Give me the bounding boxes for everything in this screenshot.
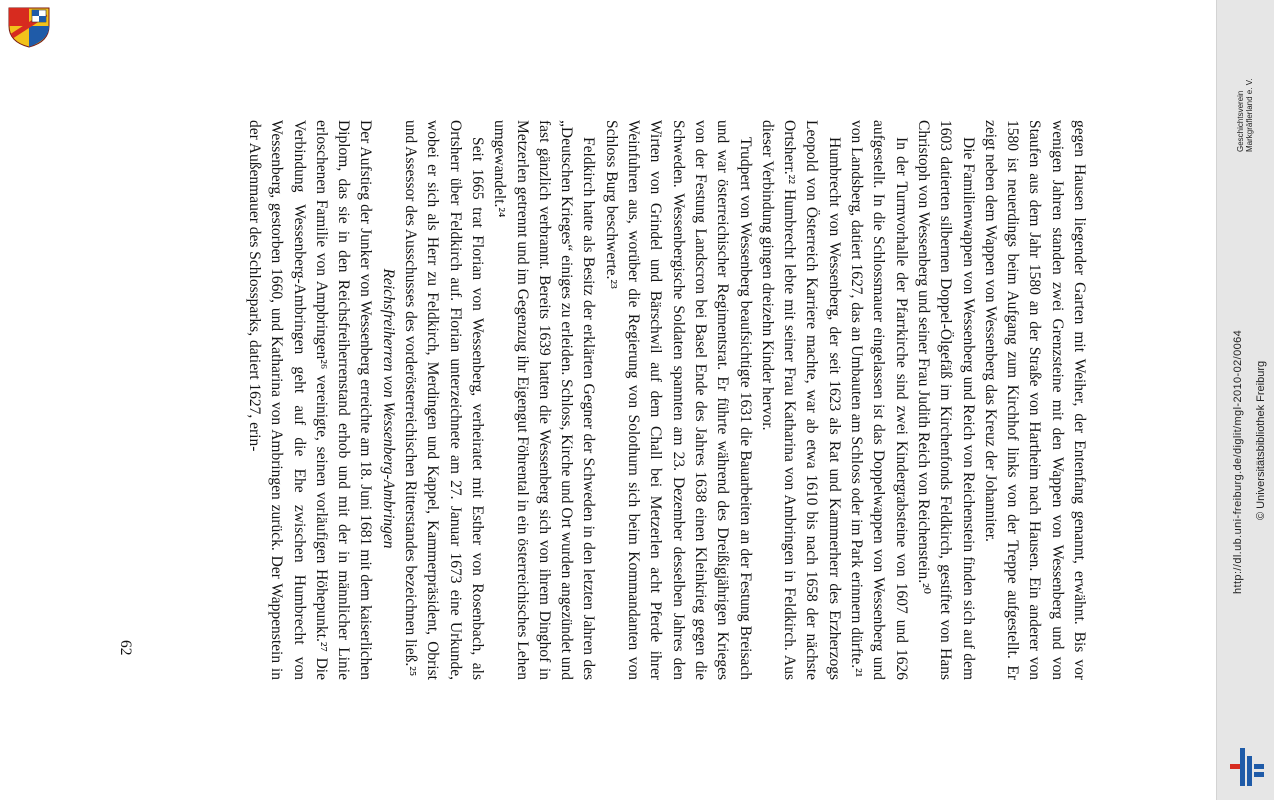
body-paragraph: Die Familienwappen von Wessenberg und Reich von Reichenstein finden sich auf dem 1603 datierten silbernen Doppel-Ölgefäß im Kirchenfonds Feldkirch, gestiftet von Hans Christoph von Wessenberg und seiner Frau Judith Reich von Reichenstein.²⁰	[914, 120, 977, 680]
section-heading: Reichsfreiherren von Wessenberg-Ambringen	[379, 268, 397, 549]
body-paragraph: Der Aufstieg der Junker von Wessenberg erreichte am 18. Juni 1681 mit dem kaiserlichen Diplom, das sie in den Reichsfreiherrenstand erhob und mit der in männlicher Linie erloschenen Familie von Ampbringen²⁶ vereinigte, seinen vorläufigen Höhepunkt.²⁷ Die Verbindung Wessenberg-Ambringen geht auf die Ehe zwischen Humbrecht von Wessenberg, gestorben 1660, und Katharina von Ambringen zurück. Der Wappenstein in der Außenmauer des Schlossparks, datiert 1627, erin-	[246, 120, 375, 680]
text-column	[243, 120, 1090, 680]
page-number: 62	[117, 640, 134, 656]
ub-freiburg-logo-icon	[1226, 742, 1268, 792]
society-name-line2: Markgräflerland e. V.	[1245, 78, 1254, 152]
copyright-notice: © Universitätsbibliothek Freiburg	[1255, 360, 1267, 520]
paragraphs-before-heading	[399, 120, 1090, 680]
society-name	[1236, 78, 1254, 152]
coat-of-arms-icon	[6, 6, 52, 48]
society-name-line1: Geschichtsverein	[1236, 90, 1245, 152]
body-paragraph: Seit 1665 trat Florian von Wessenberg, verheiratet mit Esther von Rosenbach, als Ortsherr über Feldkirch auf. Florian unterzeichnete am 27. Januar 1673 eine Urkunde, wobei er sich als Herr zu Feldkirch, Merdingen und Kappel, Kammerpräsident, Obrist und Assessor des Ausschusses des vorderösterreichischen Ritterstandes bezeichnen ließ.²⁵	[402, 120, 486, 680]
body-paragraph: gegen Hausen liegender Garten mit Weiher, der Entenfang genannt, erwähnt. Bis vor wenigen Jahren standen zwei Grenzsteine mit den Wappen von Wessenberg und von Staufen aus dem Jahr 1580 an der Straße von Hartheim nach Hausen. Ein anderer von 1580 ist neuerdings beim Aufgang zum Kirchhof links von der Treppe aufgestellt. Er zeigt neben dem Wappen von Wessenberg das Kreuz der Johanniter.	[981, 120, 1088, 680]
body-paragraph: In der Turmvorhalle der Pfarrkirche sind zwei Kindergrabsteine von 1607 und 1626 aufgestellt. In die Schlossmauer eingelassen ist das Doppelwappen von Wessenberg und von Landsberg, datiert 1627, das an Umbauten am Schloss oder im Park erinnern dürfte.²¹	[848, 120, 910, 680]
body-paragraph: Trudpert von Wessenberg beaufsichtigte 1631 die Bauarbeiten an der Festung Breisach und war österreichischer Regimentsrat. Er führte während des Dreißigjährigen Krieges von der Festung Landscron bei Basel Ende des Jahres 1638 einen Kleinkrieg gegen die Schweden. Wessenbergische Soldaten spannten am 23. Dezember desselben Jahres den Wirten von Grindel und Bärschwil auf dem Chall bei Metzerlen acht Pferde ihrer Weinfuhren aus, worüber die Regierung von Solothurn sich beim Kommandanten von Schloss Burg beschwerte.²³	[602, 120, 754, 680]
body-paragraph: Humbrecht von Wessenberg, der seit 1623 als Rat und Kammerherr des Erzherzogs Leopold von Österreich Karriere machte, war ab etwa 1610 bis nach 1658 der nächste Ortsherr.²² Humbrecht lebte mit seiner Frau Katharina von Ambringen in Feldkirch. Aus dieser Verbindung gingen dreizehn Kinder hervor.	[758, 120, 843, 680]
paragraphs-after-heading	[243, 120, 377, 680]
page-content-rotated	[116, 0, 1216, 800]
document-url[interactable]: http://dl.ub.uni-freiburg.de/diglit/mgl-2010-02/0064	[1232, 329, 1244, 594]
body-paragraph: Feldkirch hatte als Besitz der erklärten Gegner der Schweden in den letzten Jahren des „Deutschen Krieges“ einiges zu erleiden. Schloss, Kirche und Ort wurden angezündet und fast gänzlich verbrannt. Bereits 1639 hatten die Wessenberg sich von ihrem Dinghof in Metzerlen getrennt und im Gegenzug ihr Eigengut Föhrental in ein österreichisches Lehen umgewandelt.²⁴	[491, 120, 598, 680]
